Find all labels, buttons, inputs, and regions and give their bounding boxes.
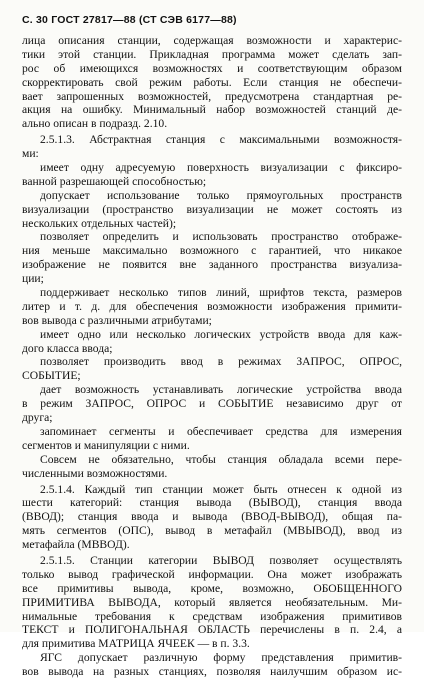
text-line: позволяет определить и использовать пространство отображе- — [40, 230, 402, 244]
text-line: визуализации (пространство визуализации не может состоять из — [22, 202, 402, 216]
page-header: С. 30 ГОСТ 27817—88 (СТ СЭВ 6177—88) — [22, 14, 237, 26]
text-line: имеет одно или несколько логических устройств ввода для каж- — [40, 327, 402, 341]
text-line: численными возможностями. — [22, 466, 168, 480]
text-line: нимальные требования к средствам изображения примитивов — [22, 609, 402, 623]
text-line: мять сегментов (ОПС), вывод в метафайл (МВЫВОД), ввод из — [22, 524, 402, 538]
text-line: ции; — [22, 272, 44, 286]
text-line: метафайла (МВВОД). — [22, 538, 130, 552]
text-line: тики этой станции. Прикладная программа может сделать зап- — [22, 47, 402, 61]
text-line: запоминает сегменты и обеспечивает средства для измерения — [40, 424, 402, 438]
text-line: ванной разрешающей способностью; — [22, 174, 207, 188]
text-line: литер и т. д. для обеспечения возможности изображения примити- — [22, 299, 402, 313]
text-line: дает возможность устанавливать логические устройства ввода — [40, 383, 402, 397]
text-line: ально описан в подразд. 2.10. — [22, 117, 168, 131]
text-line: вов вывода с различными атрибутами; — [22, 313, 212, 327]
text-line: вов вывода на разных станциях, позволяя наилучшим образом ис- — [22, 665, 402, 679]
text-line: для примитива МАТРИЦА ЯЧЕЕК — в п. 3.3. — [22, 637, 250, 651]
text-line: ЯГС допускает различную форму представления примитив- — [40, 651, 402, 665]
text-line: друга; — [22, 411, 53, 425]
text-line: имеет одну адресуемую поверхность визуализации с фиксиро- — [40, 161, 402, 175]
text-line: нескольких отдельных частей); — [22, 216, 177, 230]
text-line: 2.5.1.5. Станции категории ВЫВОД позволяет осуществлять — [40, 553, 402, 567]
text-line: шести категорий: станция вывода (ВЫВОД), станция ввода — [22, 496, 402, 510]
text-line: в режим ЗАПРОС, ОПРОС и СОБЫТИЕ независимо друг от — [22, 397, 402, 411]
text-line: лица описания станции, содержащая возможности и характерис- — [22, 34, 402, 47]
text-line: рос об имеющихся возможностях и соответствующим образом — [22, 61, 402, 75]
text-line: (ВВОД); станция ввода и вывода (ВВОД-ВЫВОД), общая па- — [22, 510, 402, 524]
text-line: Совсем не обязательно, чтобы станция обладала всеми пере- — [40, 452, 402, 466]
text-line: изображение не появится вне заданного пространства визуализа- — [22, 258, 402, 272]
text-line: 2.5.1.3. Абстрактная станция с максимальными возможностя- — [40, 133, 402, 147]
text-line: поддерживает несколько типов линий, шрифтов текста, размеров — [40, 286, 402, 300]
text-line: позволяет производить ввод в режимах ЗАПРОС, ОПРОС, — [40, 355, 402, 369]
text-line: 2.5.1.4. Каждый тип станции может быть отнесен к одной из — [40, 482, 402, 496]
text-line: ния меньше максимально возможного с гарантией, что никакое — [22, 244, 402, 258]
text-line: ТЕКСТ и ПОЛИГОНАЛЬНАЯ ОБЛАСТЬ перечислены в п. 2.4, а — [22, 623, 402, 637]
text-line: все примитивы вывода, кроме, возможно, ОБОБЩЕННОГО — [22, 581, 402, 595]
text-line: скорректировать свой режим работы. Если станция не обеспечи- — [22, 75, 402, 89]
text-line: допускает использование только прямоугольных пространств — [40, 188, 402, 202]
text-line: сегментов и манипуляции с ними. — [22, 438, 190, 452]
text-line: ми: — [22, 147, 39, 161]
text-line: акция на ошибку. Минимальный набор возможностей станций де- — [22, 103, 402, 117]
text-line: дого класса ввода; — [22, 341, 113, 355]
text-line: СОБЫТИЕ; — [22, 369, 81, 383]
text-line: ПРИМИТИВА ВЫВОДА, который является необязательным. Ми- — [22, 595, 402, 609]
text-line: только вывод графической информации. Она может изображать — [22, 567, 402, 581]
text-line: вает запрошенных возможностей, предусмотрена стандартная ре- — [22, 89, 402, 103]
document-body — [22, 34, 402, 679]
